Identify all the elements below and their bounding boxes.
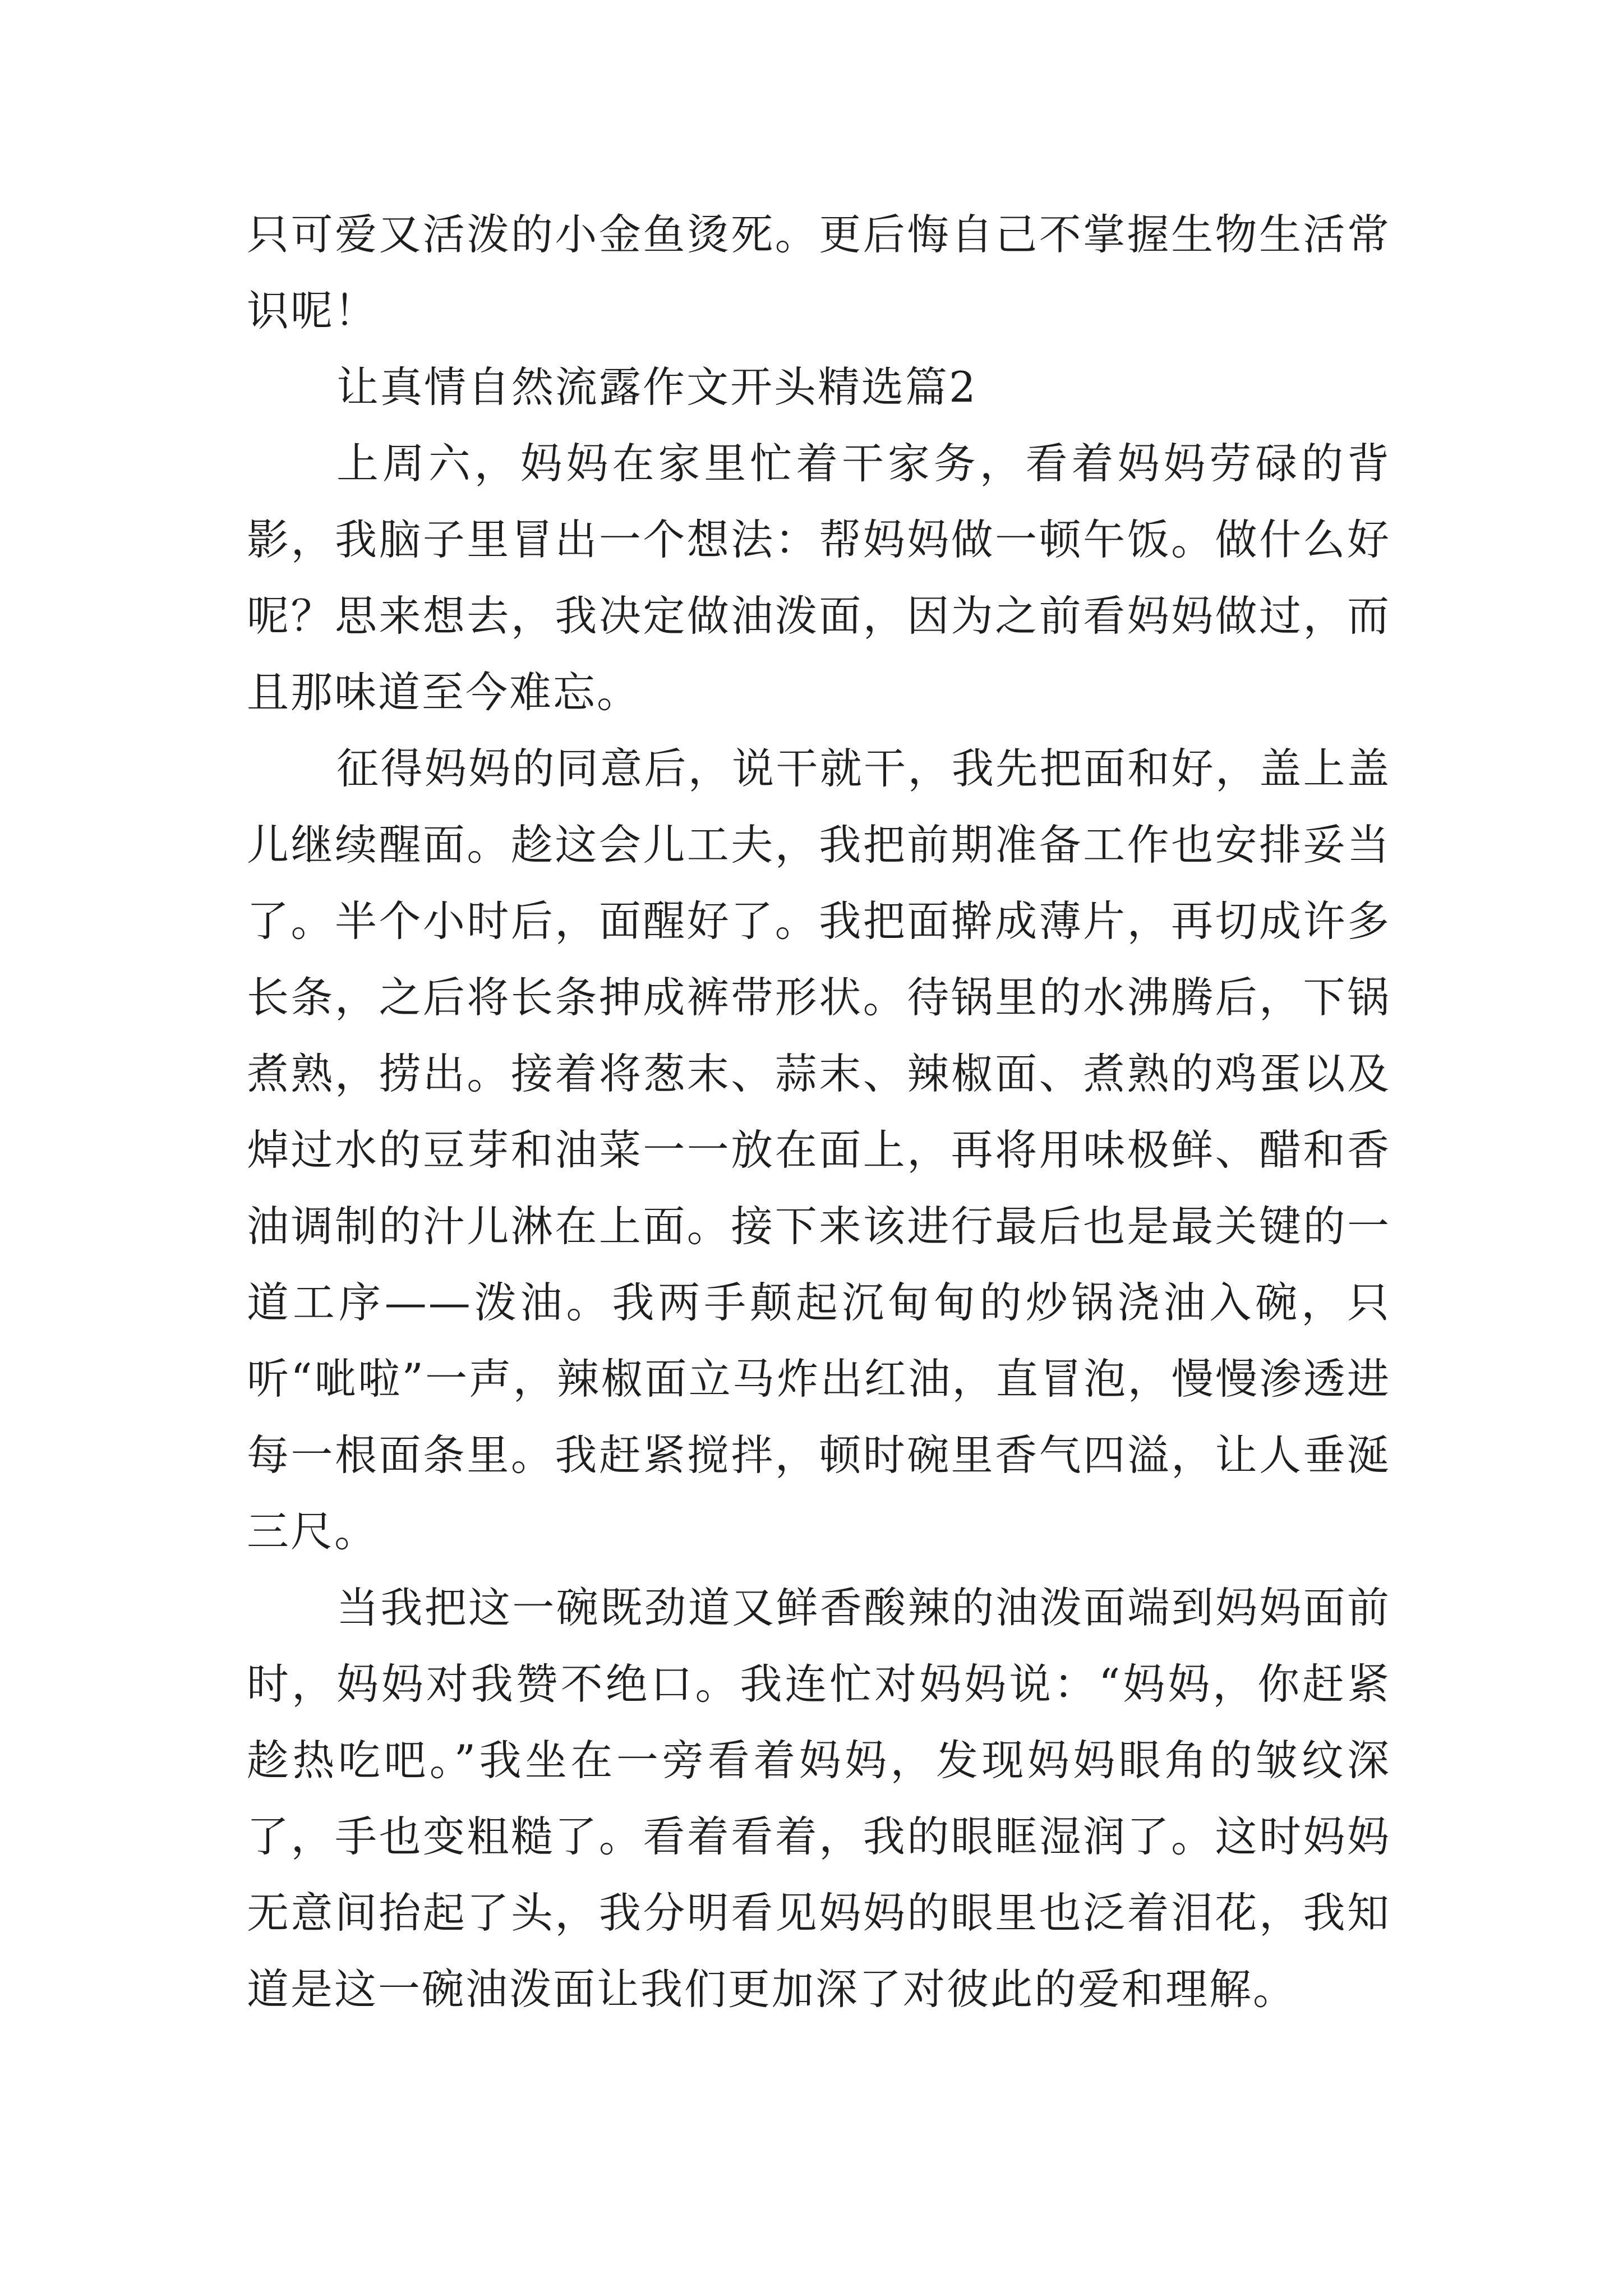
paragraph-continuation: 只可爱又活泼的小金鱼烫死。更后悔自己不掌握生物生活常识呢！ bbox=[247, 210, 1391, 335]
paragraph: 征得妈妈的同意后，说干就干，我先把面和好，盖上盖儿继续醒面。趁这会儿工夫，我把前期准备工作也安排妥当了。半个小时后，面醒好了。我把面擀成薄片，再切成许多长条，之后将长条抻成裤带形状。待锅里的水沸腾后，下锅煮熟，捞出。接着将葱末、蒜末、辣椒面、煮熟的鸡蛋以及焯过水的豆芽和油菜一一放在面上，再将用味极鲜、醋和香油调制的汁儿淋在上面。接下来该进行最后也是最关键的一道工序——泼油。我两手颠起沉甸甸的炒锅浇油入碗，只听“呲啦”一声，辣椒面立马炸出红油，直冒泡，慢慢渗透进每一根面条里。我赶紧搅拌，顿时碗里香气四溢，让人垂涎三尺。 bbox=[247, 744, 1391, 1556]
paragraph: 当我把这一碗既劲道又鲜香酸辣的油泼面端到妈妈面前时，妈妈对我赞不绝口。我连忙对妈妈说：“妈妈，你赶紧趁热吃吧。”我坐在一旁看着妈妈，发现妈妈眼角的皱纹深了，手也变粗糙了。看着看着，我的眼眶湿润了。这时妈妈无意间抬起了头，我分明看见妈妈的眼里也泛着泪花，我知道是这一碗油泼面让我们更加深了对彼此的爱和理解。 bbox=[247, 1583, 1391, 2014]
paragraph: 上周六，妈妈在家里忙着干家务，看着妈妈劳碌的背影，我脑子里冒出一个想法：帮妈妈做一顿午饭。做什么好呢？思来想去，我决定做油泼面，因为之前看妈妈做过，而且那味道至今难忘。 bbox=[247, 439, 1391, 717]
document-body bbox=[247, 196, 1391, 2027]
section-heading: 让真情自然流露作文开头精选篇2 bbox=[336, 362, 978, 412]
